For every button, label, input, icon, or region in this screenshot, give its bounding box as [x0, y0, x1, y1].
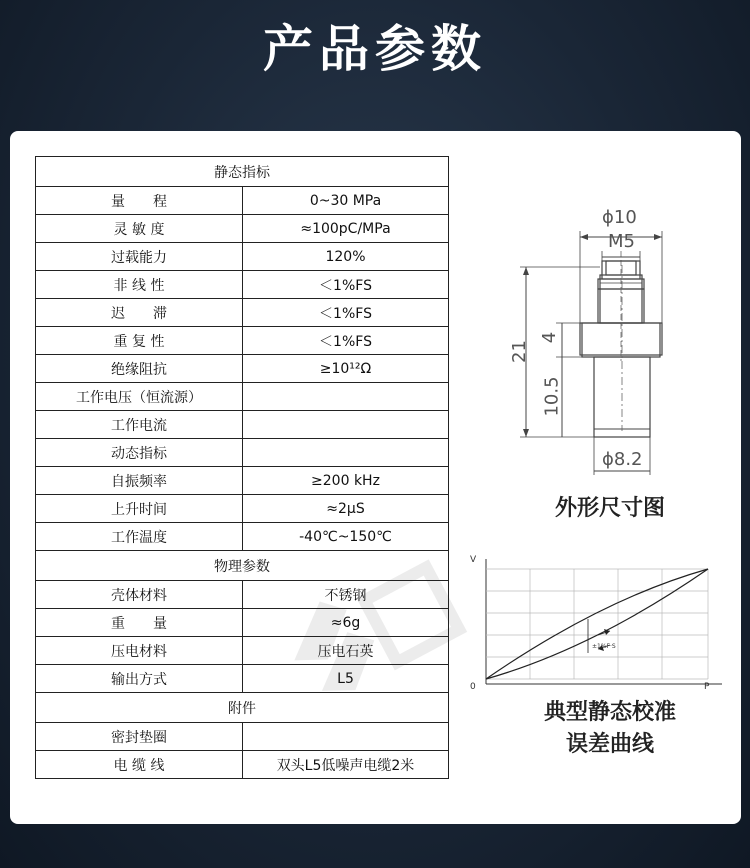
table-row	[36, 665, 449, 693]
row-value: 不锈钢	[243, 581, 449, 609]
row-value	[243, 383, 449, 411]
content-card	[10, 131, 741, 824]
section-accessory: 附件	[36, 693, 449, 723]
row-label: 自振频率	[36, 467, 243, 495]
curve-caption-line1: 典型静态校准	[543, 700, 676, 725]
table-row	[36, 495, 449, 523]
table-row	[36, 609, 449, 637]
row-value	[243, 723, 449, 751]
table-row	[36, 439, 449, 467]
curve-caption	[490, 697, 730, 761]
spec-table	[35, 156, 449, 779]
table-row	[36, 355, 449, 383]
row-value: ≥10¹²Ω	[243, 355, 449, 383]
row-label: 重 复 性	[36, 327, 243, 355]
table-row	[36, 299, 449, 327]
row-label: 工作电流	[36, 411, 243, 439]
row-label: 迟 滞	[36, 299, 243, 327]
row-label: 动态指标	[36, 439, 243, 467]
row-value: ≈2µS	[243, 495, 449, 523]
row-label: 过载能力	[36, 243, 243, 271]
dim-top-diameter: ϕ10	[602, 207, 637, 228]
row-label: 壳体材料	[36, 581, 243, 609]
row-label: 电 缆 线	[36, 751, 243, 779]
row-label: 绝缘阻抗	[36, 355, 243, 383]
table-row	[36, 467, 449, 495]
curve-axis-v: V	[470, 555, 477, 565]
row-label: 密封垫圈	[36, 723, 243, 751]
curve-axis-p: P	[704, 682, 710, 692]
row-label: 压电材料	[36, 637, 243, 665]
section-static: 静态指标	[36, 157, 449, 187]
table-section-row	[36, 157, 449, 187]
row-value: ＜1%FS	[243, 299, 449, 327]
row-value: ≥200 kHz	[243, 467, 449, 495]
table-row	[36, 723, 449, 751]
table-row	[36, 523, 449, 551]
dim-flange: 4	[539, 331, 561, 344]
row-label: 非 线 性	[36, 271, 243, 299]
row-value: 压电石英	[243, 637, 449, 665]
table-row	[36, 751, 449, 779]
row-label: 上升时间	[36, 495, 243, 523]
curve-annotation: ±1%F·S	[592, 643, 616, 650]
row-label: 灵 敏 度	[36, 215, 243, 243]
row-label: 工作电压（恒流源）	[36, 383, 243, 411]
section-physical: 物理参数	[36, 551, 449, 581]
page-title: 产品参数	[263, 20, 487, 78]
row-value: ＜1%FS	[243, 271, 449, 299]
outline-caption: 外形尺寸图	[554, 496, 665, 521]
row-value	[243, 439, 449, 467]
row-label: 量 程	[36, 187, 243, 215]
row-value: ≈100pC/MPa	[243, 215, 449, 243]
calibration-curve	[472, 549, 732, 694]
row-value: 双头L5低噪声电缆2米	[243, 751, 449, 779]
table-row	[36, 243, 449, 271]
table-row	[36, 581, 449, 609]
table-row	[36, 327, 449, 355]
dim-body: 10.5	[541, 376, 563, 417]
row-value: ＜1%FS	[243, 327, 449, 355]
row-label: 工作温度	[36, 523, 243, 551]
table-section-row	[36, 693, 449, 723]
dim-bottom-diameter: ϕ8.2	[602, 449, 643, 470]
dim-thread: M5	[608, 231, 635, 252]
row-label: 重 量	[36, 609, 243, 637]
table-row	[36, 383, 449, 411]
curve-axis-origin: 0	[470, 682, 476, 692]
row-value: ≈6g	[243, 609, 449, 637]
row-value: L5	[243, 665, 449, 693]
curve-caption-line2: 误差曲线	[565, 732, 654, 757]
row-value: 120%	[243, 243, 449, 271]
row-value: 0~30 MPa	[243, 187, 449, 215]
table-section-row	[36, 551, 449, 581]
row-value: -40℃~150℃	[243, 523, 449, 551]
row-label: 输出方式	[36, 665, 243, 693]
dim-total-height: 21	[508, 340, 530, 363]
table-row	[36, 637, 449, 665]
table-row	[36, 271, 449, 299]
table-row	[36, 187, 449, 215]
row-value	[243, 411, 449, 439]
table-row	[36, 215, 449, 243]
table-row	[36, 411, 449, 439]
